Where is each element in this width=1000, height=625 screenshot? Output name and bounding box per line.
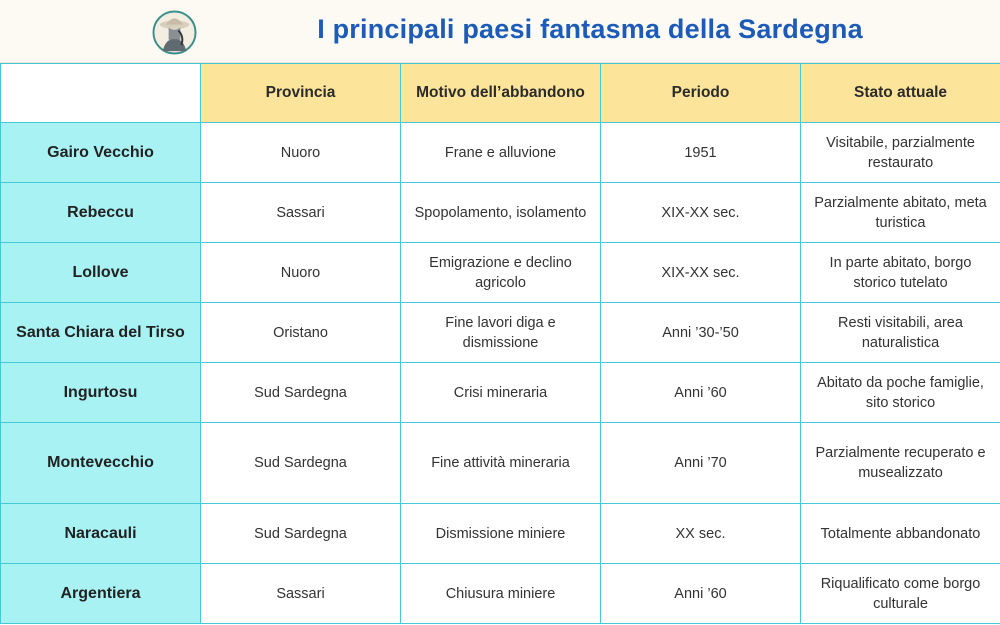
town-name-cell: Santa Chiara del Tirso <box>1 303 201 363</box>
reason-cell: Spopolamento, isolamento <box>401 183 601 243</box>
status-cell: Totalmente abbandonato <box>801 504 1000 564</box>
header-cell-periodo: Periodo <box>601 64 801 123</box>
reason-cell: Emigrazione e declino agricolo <box>401 243 601 303</box>
reason-cell: Fine attività mineraria <box>401 423 601 504</box>
table-row <box>1 183 1000 243</box>
reason-cell: Crisi mineraria <box>401 363 601 423</box>
reason-cell: Chiusura miniere <box>401 564 601 624</box>
province-cell: Sud Sardegna <box>201 423 401 504</box>
period-cell: Anni ’30-’50 <box>601 303 801 363</box>
period-cell: XIX-XX sec. <box>601 183 801 243</box>
status-cell: Abitato da poche famiglie, sito storico <box>801 363 1000 423</box>
province-cell: Oristano <box>201 303 401 363</box>
table-row <box>1 123 1000 183</box>
town-name-cell: Ingurtosu <box>1 363 201 423</box>
page-title: I principali paesi fantasma della Sardegna <box>317 14 863 44</box>
period-cell: 1951 <box>601 123 801 183</box>
town-name-cell: Rebeccu <box>1 183 201 243</box>
period-cell: Anni ’70 <box>601 423 801 504</box>
status-cell: In parte abitato, borgo storico tutelato <box>801 243 1000 303</box>
town-name-cell: Argentiera <box>1 564 201 624</box>
table-row <box>1 423 1000 504</box>
header-cell-motivo: Motivo dell’abbandono <box>401 64 601 123</box>
province-cell: Nuoro <box>201 123 401 183</box>
province-cell: Sud Sardegna <box>201 363 401 423</box>
reason-cell: Dismissione miniere <box>401 504 601 564</box>
hat-traveler-logo-icon <box>152 10 197 55</box>
header-cell-empty <box>1 64 201 123</box>
period-cell: XX sec. <box>601 504 801 564</box>
province-cell: Sassari <box>201 183 401 243</box>
ghost-towns-table <box>0 63 1000 624</box>
period-cell: Anni ’60 <box>601 363 801 423</box>
status-cell: Parzialmente abitato, meta turistica <box>801 183 1000 243</box>
table-row <box>1 504 1000 564</box>
table-row <box>1 564 1000 624</box>
status-cell: Visitabile, parzialmente restaurato <box>801 123 1000 183</box>
reason-cell: Frane e alluvione <box>401 123 601 183</box>
status-cell: Resti visitabili, area naturalistica <box>801 303 1000 363</box>
period-cell: Anni ’60 <box>601 564 801 624</box>
town-name-cell: Lollove <box>1 243 201 303</box>
page-header <box>0 0 1000 63</box>
status-cell: Riqualificato come borgo culturale <box>801 564 1000 624</box>
province-cell: Nuoro <box>201 243 401 303</box>
town-name-cell: Montevecchio <box>1 423 201 504</box>
period-cell: XIX-XX sec. <box>601 243 801 303</box>
province-cell: Sassari <box>201 564 401 624</box>
table-row <box>1 363 1000 423</box>
table-row <box>1 303 1000 363</box>
table-row <box>1 243 1000 303</box>
town-name-cell: Naracauli <box>1 504 201 564</box>
province-cell: Sud Sardegna <box>201 504 401 564</box>
header-cell-stato: Stato attuale <box>801 64 1000 123</box>
table-header-row <box>1 64 1000 123</box>
status-cell: Parzialmente recuperato e musealizzato <box>801 423 1000 504</box>
header-cell-provincia: Provincia <box>201 64 401 123</box>
reason-cell: Fine lavori diga e dismissione <box>401 303 601 363</box>
town-name-cell: Gairo Vecchio <box>1 123 201 183</box>
